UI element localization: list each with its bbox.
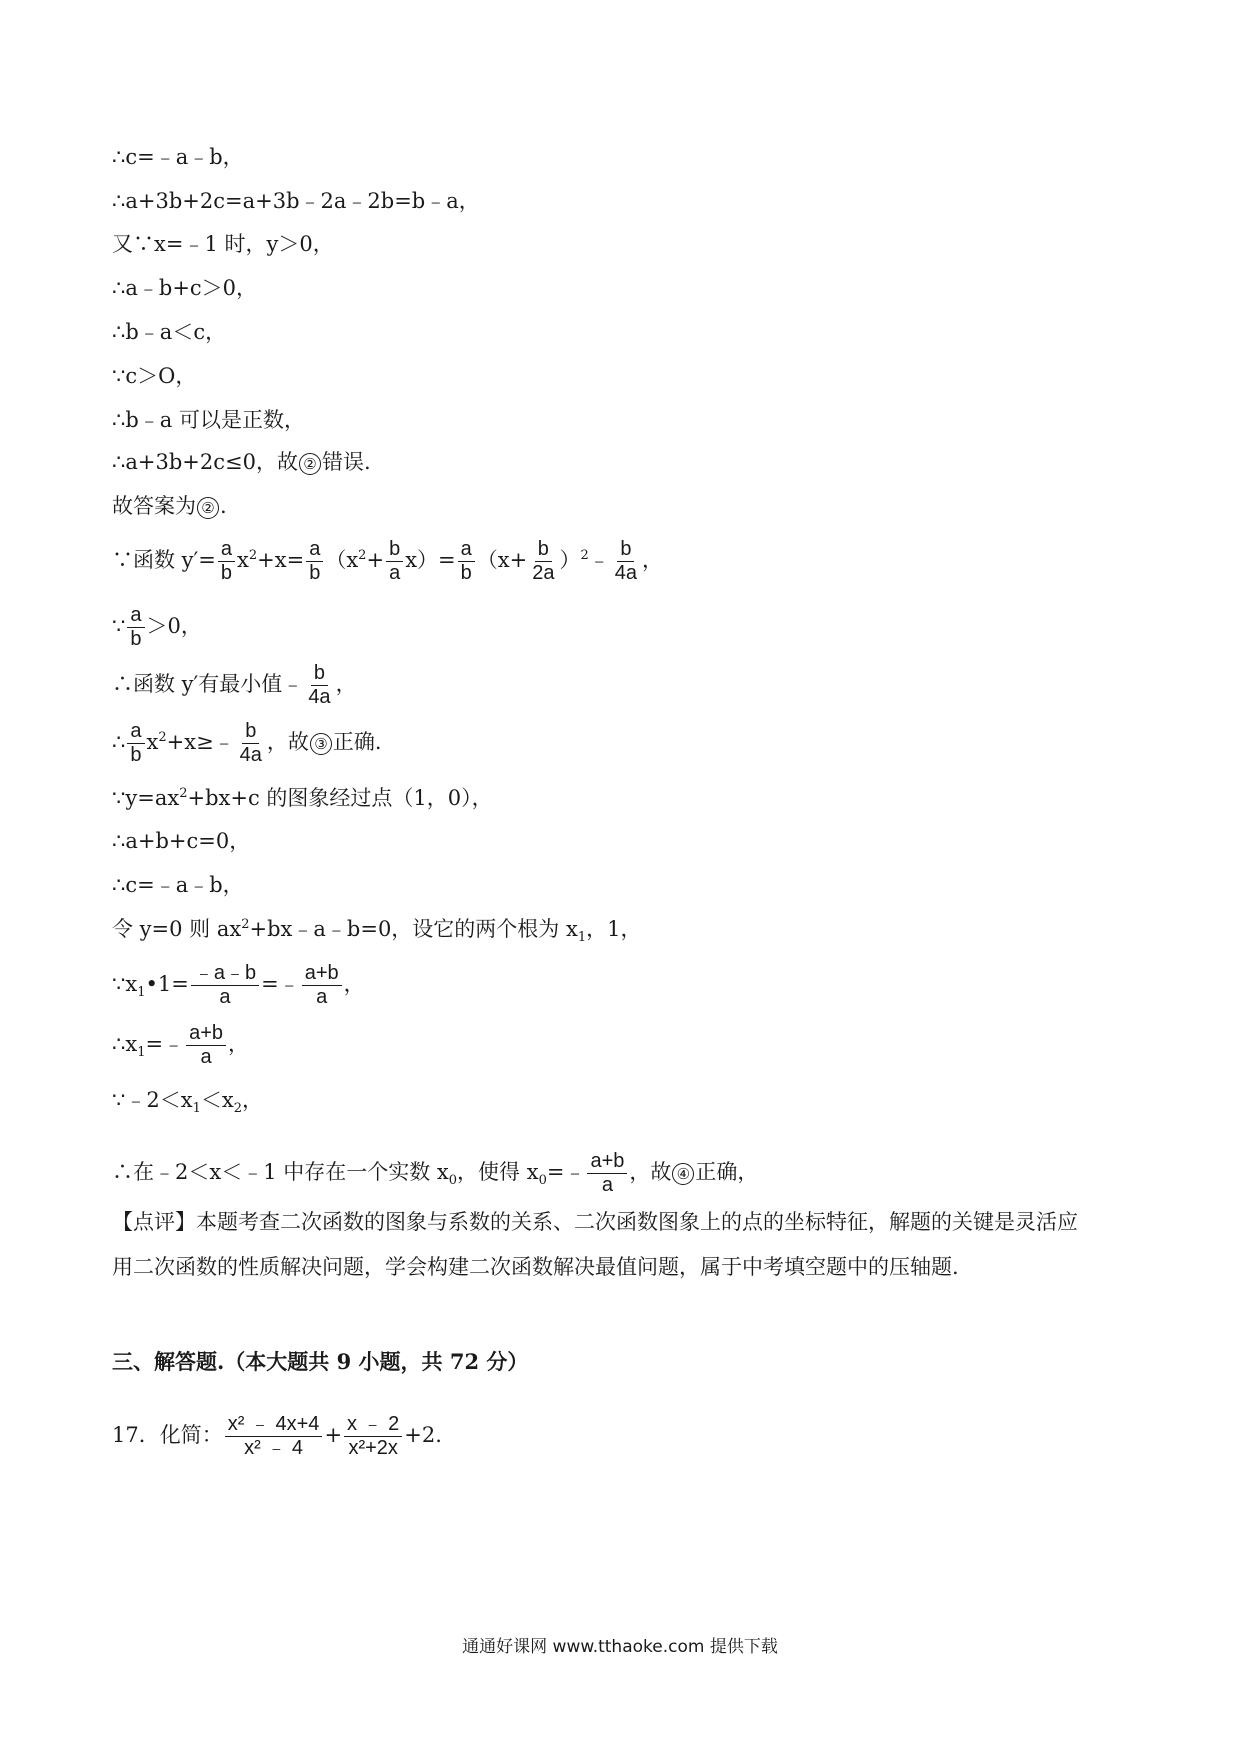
superscript: 2 [179,786,188,801]
text: ∵函数 y′= [112,548,216,572]
page-footer: 通通好课网 www.tthaoke.com 提供下载 [462,1637,778,1657]
text: ， [642,548,663,572]
text: ∵﹣2＜x [112,1088,193,1112]
text: ∴在﹣2＜x＜﹣1 中存在一个实数 x [112,1160,449,1184]
text: +bx+c 的图象经过点（1，0）， [187,786,493,810]
denominator: x² ﹣ 4 [244,1437,304,1459]
text: ∵x [112,972,138,996]
text: +x≥﹣ [166,730,235,754]
text: x）= [405,548,456,572]
text: （x+ [476,548,528,572]
denominator: a [601,1174,613,1196]
fraction [218,538,235,585]
solution-line [112,604,202,651]
text: 正确. [332,730,382,754]
text: ＞0， [146,614,202,638]
text: ， [343,972,365,996]
text: . [220,494,227,518]
text: ∴x [112,1032,138,1056]
subscript: 2 [233,1101,242,1117]
solution-line: ∴b﹣a 可以是正数， [112,408,305,432]
fraction [305,662,333,709]
numerator: b [535,538,552,562]
text: ﹣ [588,548,610,572]
text: •1= [145,972,189,996]
text: + [366,548,385,572]
text: ） [559,548,581,572]
solution-line: ∵c＞O， [112,364,197,388]
section-heading: 三、解答题.（本大题共 9 小题，共 72 分） [112,1349,529,1374]
numerator: a+b [587,1150,627,1174]
numerator: a [458,538,475,562]
denominator: 4a [308,686,331,708]
fraction [127,720,144,767]
fraction [186,1022,226,1069]
solution-line: ∴b﹣a＜c， [112,320,227,344]
denominator: b [460,562,472,584]
solution-line [112,787,493,809]
numerator: b [617,538,634,562]
text: ∴ [112,730,126,754]
fraction [587,1150,627,1197]
text: x [237,548,249,572]
fraction [344,1413,402,1460]
solution-line [112,962,365,1009]
numerator: x ﹣ 2 [344,1413,402,1437]
solution-line [112,1022,249,1069]
solution-line: ∴a﹣b+c＞0， [112,276,258,300]
text: +bx﹣a﹣b=0，设它的两个根为 x [249,917,578,941]
text: ∵y=ax [112,786,180,810]
fraction [458,538,475,585]
numerator: a+b [302,962,342,986]
subscript: 0 [538,1173,547,1189]
solution-line: 又∵x=﹣1 时，y＞0， [112,232,334,256]
numerator: x² ﹣ 4x+4 [225,1413,323,1437]
text: ∴a+3b+2c≤0，故 [112,450,298,474]
solution-line [112,720,382,767]
text: 错误. [321,450,371,474]
solution-line: ∴c=﹣a﹣b， [112,873,244,897]
superscript: 2 [241,917,250,932]
text: 令 y=0 则 ax [112,917,242,941]
question-label: 17．化简： [112,1423,223,1447]
circled-number: ② [299,453,321,475]
denominator: a [389,562,401,584]
comment-line: 【点评】本题考查二次函数的图象与系数的关系、二次函数图象上的点的坐标特征，解题的关键是灵活应 [112,1210,1078,1234]
text: =﹣ [261,972,300,996]
text: ， [335,672,357,696]
subscript: 1 [192,1101,201,1117]
denominator: 4a [239,744,262,766]
subscript: 1 [577,930,587,946]
fraction [529,538,557,585]
denominator: b [130,744,142,766]
solution-line [112,662,357,709]
subscript: 1 [137,1045,146,1061]
solution-line: ∴a+3b+2c=a+3b﹣2a﹣2b=b﹣a， [112,189,480,213]
fraction [225,1413,323,1460]
solution-line [112,1090,263,1115]
fraction [612,538,640,585]
text: ， [241,1088,263,1112]
circled-number: ③ [310,733,332,755]
fraction [306,538,323,585]
text: + [324,1423,343,1447]
comment-line: 用二次函数的性质解决问题，学会构建二次函数解决最值问题，属于中考填空题中的压轴题. [112,1255,959,1279]
subscript: 1 [137,985,146,1001]
denominator: b [220,562,233,584]
text: +x= [257,548,305,572]
text: ＜x [200,1088,234,1112]
text: =﹣ [546,1160,586,1184]
denominator: x²+2x [348,1437,398,1459]
numerator: a [218,538,235,562]
denominator: b [309,562,321,584]
numerator: a+b [186,1022,226,1046]
text: （x [325,548,359,572]
solution-line [112,538,663,585]
question-17 [112,1413,442,1460]
solution-line [112,1150,758,1197]
text: =﹣ [145,1032,185,1056]
text: ， [228,1032,250,1056]
circled-number: ② [197,497,219,519]
denominator: a [219,986,231,1008]
fraction [386,538,403,585]
text: 故答案为 [112,494,196,518]
text: +2. [404,1423,442,1447]
numerator: b [242,720,259,744]
text: ∵ [112,614,126,638]
solution-line: ∴c=﹣a﹣b， [112,145,244,169]
denominator: 4a [614,562,637,584]
numerator: a [306,538,323,562]
superscript: 2 [580,548,589,563]
numerator: a [127,604,144,628]
superscript: 2 [248,548,258,563]
text: ，1， [586,917,642,941]
denominator: 2a [532,562,555,584]
text: ∴函数 y′有最小值﹣ [112,672,304,696]
text: ，故 [266,730,309,754]
numerator: b [386,538,403,562]
circled-number: ④ [672,1163,694,1185]
solution-line: ∴a+b+c=0， [112,829,251,853]
numerator: b [311,662,328,686]
fraction [191,962,259,1009]
text: 正确， [695,1160,759,1184]
numerator: ﹣a﹣b [191,962,259,986]
text: x [146,730,159,754]
fraction [302,962,342,1009]
superscript: 2 [358,548,367,563]
solution-line [112,918,641,944]
subscript: 0 [448,1173,458,1189]
text: ，故 [629,1160,672,1184]
denominator: a [200,1046,212,1068]
superscript: 2 [158,730,167,745]
denominator: b [130,628,142,650]
numerator: a [127,720,144,744]
solution-line [112,452,371,475]
fraction [127,604,144,651]
fraction [237,720,265,767]
denominator: a [316,986,328,1008]
answer-line [112,496,227,519]
text: ，使得 x [457,1160,539,1184]
